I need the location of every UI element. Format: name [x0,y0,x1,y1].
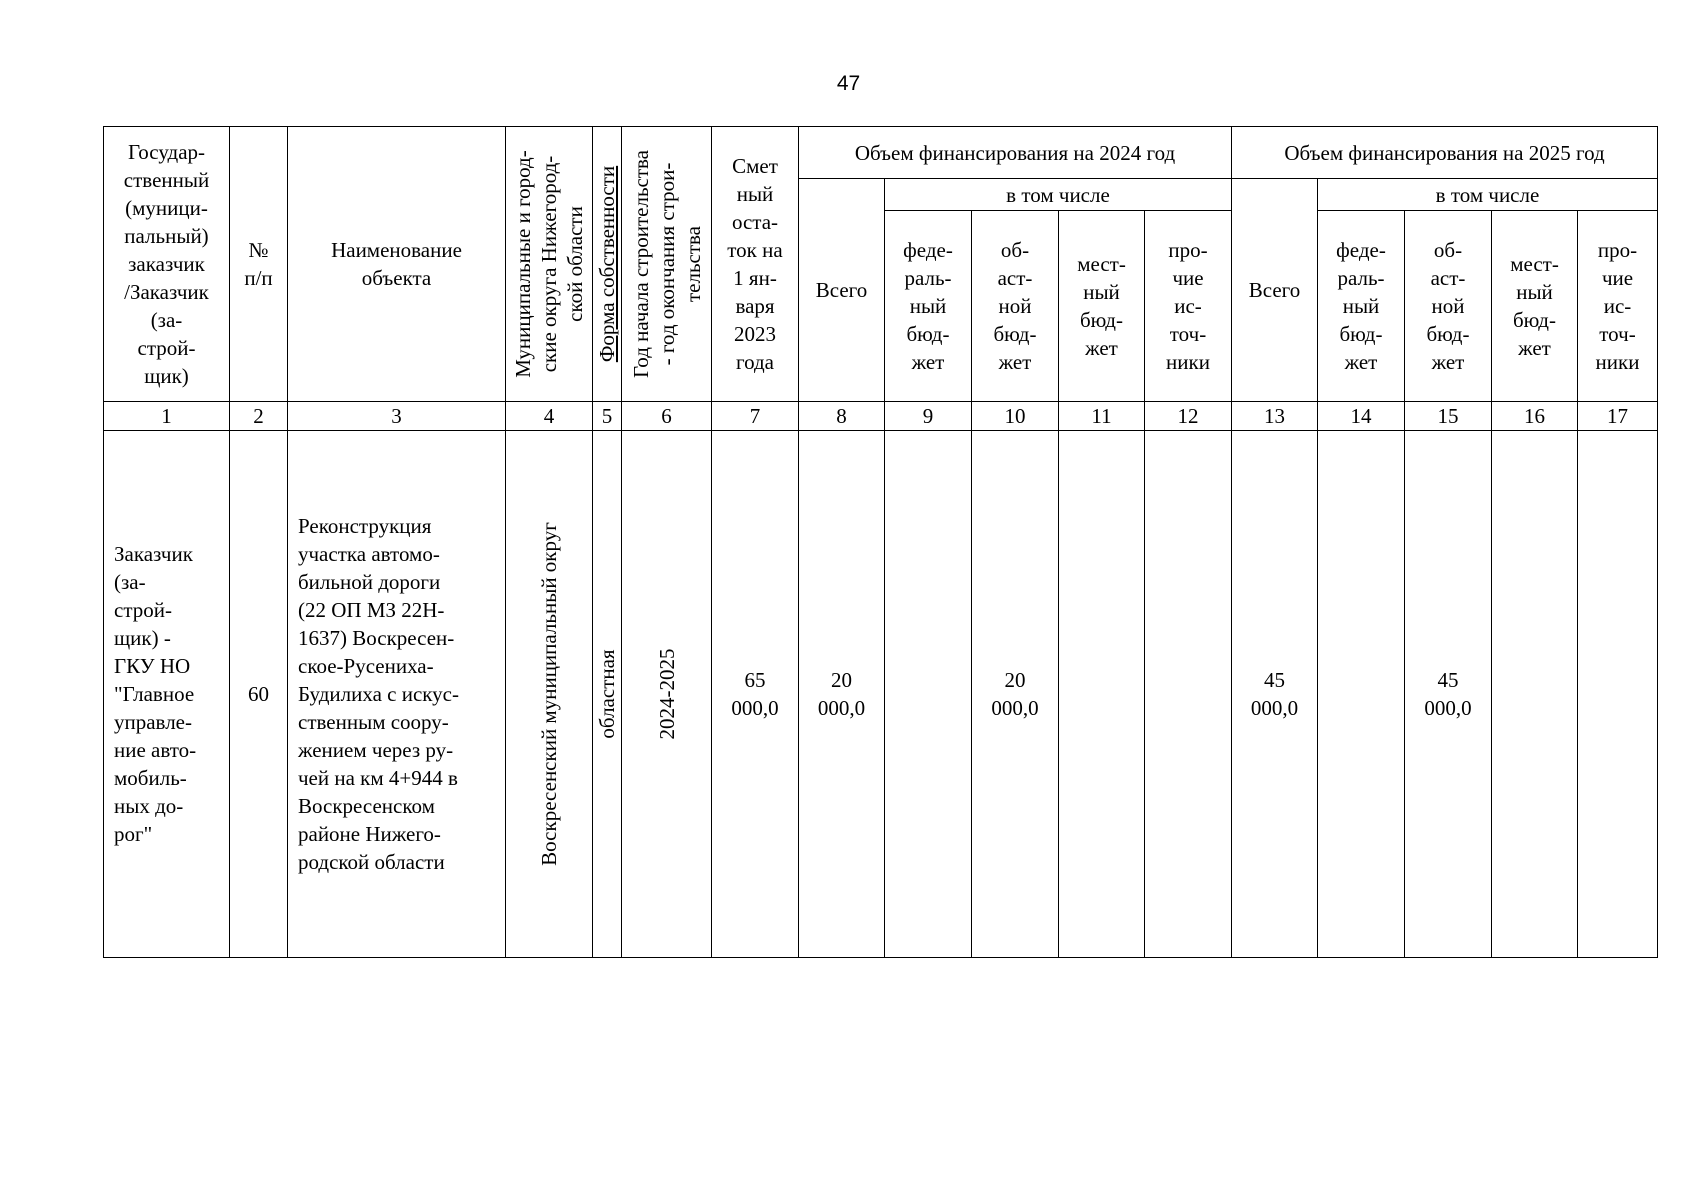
text-line: ние авто- [114,738,197,762]
header-fin-2024: Объем финансирования на 2024 год [799,127,1232,179]
cell-object-name [288,431,506,958]
financing-table [103,126,1658,958]
text-line: жет [1344,350,1378,374]
header-fin-2025: Объем финансирования на 2025 год [1232,127,1658,179]
header-other-2024 [1145,211,1232,402]
text-line: чие [1601,266,1634,290]
text-line: управле- [114,710,192,734]
text-line: (22 ОП МЗ 22Н- [298,598,445,622]
text-line: acт- [1430,266,1466,290]
cell-federal-2024 [885,431,972,958]
text-line: жением через ру- [298,738,454,762]
text-line: варя [735,294,775,318]
text-line: /Заказчик [124,280,209,304]
text-line: ское-Русениха- [298,654,434,678]
text-line: 000,0 [731,696,779,720]
text-line: строй- [137,336,196,360]
cell-municipal: Воскресенский муниципальный округ [506,431,593,958]
header-regional-2025 [1405,211,1492,402]
col-number: 14 [1318,402,1405,431]
text-line: 000,0 [1424,696,1472,720]
header-object-name [288,127,506,402]
text-line: 20 [1004,668,1026,692]
cell-ownership: областная [593,431,622,958]
text-line: Форма собственности [595,165,619,363]
text-line: точ- [1599,322,1636,346]
text-line: Заказчик [114,542,193,566]
text-line: ной [998,294,1032,318]
cell-federal-2025 [1318,431,1405,958]
text-line: ный [1083,280,1120,304]
cell-regional-2025 [1405,431,1492,958]
header-customer [104,127,230,402]
text-line: жет [1518,336,1551,360]
text-line: бюд- [993,322,1037,346]
text-line: Реконструкция [298,514,432,538]
text-line: года [736,350,774,374]
text-line: Год начала строительства [628,150,653,378]
text-line: строй- [114,598,172,622]
text-line: мест- [1077,252,1126,276]
text-line: бюд- [906,322,950,346]
header-total-2025: Всего [1232,179,1318,402]
header-local-2025 [1492,211,1578,402]
text-line: 000,0 [991,696,1039,720]
text-line: 65 [744,668,766,692]
text-line: ис- [1603,294,1632,318]
col-number: 11 [1059,402,1145,431]
header-regional-2024 [972,211,1059,402]
text-line: ный [1516,280,1553,304]
cell-regional-2024 [972,431,1059,958]
text-line: оста- [731,210,779,234]
table-row [104,431,1658,958]
text-line: раль- [1337,266,1385,290]
header-federal-2024 [885,211,972,402]
col-number: 10 [972,402,1059,431]
text-line: родской области [298,850,445,874]
text-line: рог" [114,822,153,846]
text-line: Государ- [127,140,206,164]
text-line: щик) [144,364,189,388]
cell-total-2024 [799,431,885,958]
text-line: об- [1433,238,1463,262]
text-line: жет [1085,336,1118,360]
text-line: феде- [1336,238,1386,262]
header-federal-2025 [1318,211,1405,402]
text-line: точ- [1169,322,1207,346]
text-line: ской области [563,206,587,322]
text-line: ственный [123,168,210,192]
text-line: феде- [903,238,953,262]
col-number: 12 [1145,402,1232,431]
header-including-2025: в том числе [1318,179,1658,211]
text-line: (за- [114,570,146,594]
text-line: ники [1595,350,1640,374]
text-line: ГКУ НО [114,654,191,678]
text-line: Наименование [331,238,462,262]
col-number: 15 [1405,402,1492,431]
text-line: щик) - [114,626,171,650]
text-line: ных до- [114,794,184,818]
text-line: 20 [831,668,852,692]
col-number: 8 [799,402,885,431]
column-numbers-row [104,402,1658,431]
text-line: пальный) [124,224,209,248]
text-line: бюд- [1513,308,1556,332]
text-line: Воскресенском [298,794,435,818]
text-line: - год окончания строи- [654,162,679,366]
col-number: 13 [1232,402,1318,431]
cell-local-2025 [1492,431,1578,958]
header-num [230,127,288,402]
text-line: жет [1431,350,1465,374]
cell-local-2024 [1059,431,1145,958]
text-line: мобиль- [114,766,187,790]
text-line: чей на км 4+944 в [298,766,458,790]
header-municipal [506,127,593,402]
text-line: бюд- [1426,322,1470,346]
text-line: 2023 [734,322,776,346]
text-line: ной [1431,294,1465,318]
text-line: 000,0 [1250,696,1299,720]
text-line: об- [1000,238,1030,262]
text-line: ственным соору- [298,710,449,734]
cell-total-2025 [1232,431,1318,958]
text-line: № [248,238,269,262]
text-line: Муниципальные и город- [511,150,535,378]
text-line: (муници- [125,196,208,220]
text-line: 1637) Воскресен- [298,626,455,650]
text-line: 000,0 [817,696,866,720]
header-years [622,127,712,402]
text-line: бюд- [1080,308,1123,332]
text-line: ники [1166,350,1210,374]
col-number: 9 [885,402,972,431]
text-line: ный [909,294,947,318]
text-line: "Главное [114,682,195,706]
text-line: заказчик [128,252,205,276]
text-line: 45 [1264,668,1285,692]
col-number: 3 [288,402,506,431]
cell-estimate [712,431,799,958]
col-number: 7 [712,402,799,431]
header-estimate [712,127,799,402]
header-other-2025 [1578,211,1658,402]
col-number: 1 [104,402,230,431]
text-line: жет [911,350,945,374]
text-line: ный [736,182,774,206]
page-number: 47 [836,72,861,95]
cell-other-2024 [1145,431,1232,958]
text-line: Смет [732,154,778,178]
text-line: жет [998,350,1032,374]
text-line: 45 [1437,668,1459,692]
text-line: районе Нижего- [298,822,441,846]
text-line: п/п [244,266,273,290]
text-line: ис- [1174,294,1202,318]
col-number: 16 [1492,402,1578,431]
text-line: acт- [997,266,1033,290]
text-line: бюд- [1339,322,1383,346]
header-local-2024 [1059,211,1145,402]
text-line: про- [1168,238,1208,262]
text-line: чие [1172,266,1204,290]
cell-num: 60 [230,431,288,958]
header-including-2024: в том числе [885,179,1232,211]
col-number: 17 [1578,402,1658,431]
cell-customer [104,431,230,958]
text-line: ный [1342,294,1380,318]
col-number: 6 [622,402,712,431]
col-number: 2 [230,402,288,431]
col-number: 4 [506,402,593,431]
text-line: 1 ян- [733,266,777,290]
text-line: Будилиха с искус- [298,682,459,706]
text-line: (за- [150,308,183,332]
header-ownership [593,127,622,402]
text-line: ток на [727,238,783,262]
text-line: мест- [1510,252,1559,276]
text-line: про- [1597,238,1638,262]
header-total-2024: Всего [799,179,885,402]
text-line: бильной дороги [298,570,441,594]
text-line: тельства [680,226,705,303]
col-number: 5 [593,402,622,431]
text-line: раль- [904,266,952,290]
cell-years: 2024-2025 [622,431,712,958]
cell-other-2025 [1578,431,1658,958]
text-line: ские округа Нижегород- [537,155,561,373]
text-line: участка автомо- [298,542,440,566]
text-line: объекта [361,266,432,290]
